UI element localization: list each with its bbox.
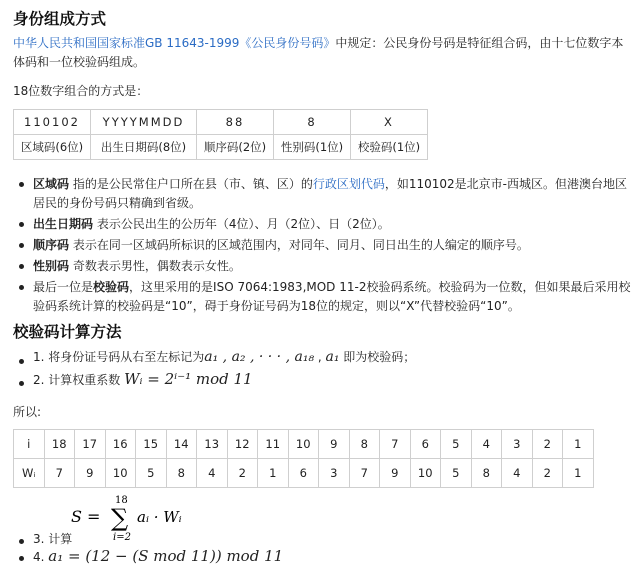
table-cell: 1 — [563, 459, 594, 488]
table-cell: 17 — [75, 430, 106, 459]
desc: 奇数表示男性，偶数表示女性。 — [69, 259, 241, 273]
desc: 表示在同一区域码所标识的区域范围内，对同年、同月、同日出生的人编定的顺序号。 — [69, 238, 529, 252]
table-cell: 2 — [227, 459, 258, 488]
table-cell: 1 — [258, 459, 289, 488]
weights-table — [13, 429, 594, 488]
table-cell: 16 — [105, 430, 136, 459]
intro-text: 中规定：公民身份号码是特征组合码，由十七位数字本体码和一位校验码组成。 — [13, 36, 624, 69]
term: 校验码 — [93, 280, 130, 294]
table-cell: 2 — [532, 430, 563, 459]
table-cell: 5 — [136, 459, 167, 488]
label-cell: 出生日期码(8位) — [91, 135, 197, 160]
table-cell: 8 — [349, 430, 380, 459]
weight-row — [14, 459, 594, 488]
table-cell: 18 — [44, 430, 75, 459]
desc: ，如110102是北京市-西城区。但港澳台地区居民的身份号码只精确到省级。 — [33, 177, 627, 210]
table-cell: 9 — [319, 430, 350, 459]
code-cell: 110102 — [14, 110, 91, 135]
table-cell: 10 — [288, 430, 319, 459]
sum-lower: i=2 — [113, 532, 131, 543]
step-text: 2. 计算权重系数 — [33, 373, 125, 387]
format-caption: 18位数字组合的方式是： — [13, 84, 149, 98]
table-cell: 8 — [166, 459, 197, 488]
step-text: 3. 计算 — [33, 532, 73, 546]
intro-paragraph — [13, 34, 629, 72]
math-expression: Wᵢ = 2ⁱ⁻¹ mod 11 — [124, 370, 253, 388]
table-cell: 13 — [197, 430, 228, 459]
code-cell: X — [351, 110, 428, 135]
math-expression: a₁ , a₂ , · · · , a₁₈ — [204, 349, 315, 365]
table-cell: 5 — [441, 459, 472, 488]
sum-upper: 18 — [115, 495, 128, 506]
step-text: 4. — [33, 550, 49, 564]
desc: 表示公民出生的公历年（4位）、月（2位）、日（2位）。 — [93, 217, 390, 231]
table-cell: 14 — [166, 430, 197, 459]
step-text: 即为校验码； — [339, 350, 416, 364]
list-item — [13, 236, 633, 255]
list-item — [13, 278, 633, 316]
table-cell: 12 — [227, 430, 258, 459]
section-title-checksum: 校验码计算方法 — [13, 323, 122, 341]
term: 区域码 — [33, 177, 70, 191]
table-cell: 11 — [258, 430, 289, 459]
list-item — [13, 215, 633, 234]
table-cell: 15 — [136, 430, 167, 459]
table-cell: 3 — [319, 459, 350, 488]
format-code-row — [14, 110, 428, 135]
table-cell: 7 — [44, 459, 75, 488]
formula-lhs: S = — [71, 507, 101, 526]
table-cell: 6 — [288, 459, 319, 488]
table-cell: 8 — [471, 459, 502, 488]
table-cell: 9 — [380, 459, 411, 488]
desc: ，这里采用的是ISO 7064:1983,MOD 11-2校验码系统。校验码为一位数，但如果最后采用校验码系统计算的校验码是“10”，碍于身份证号码为18位的规定，则以“X”代替校验码“10”。 — [33, 280, 631, 313]
table-cell: Wᵢ — [14, 459, 45, 488]
desc: 指的是公民常住户口所在县（市、镇、区）的 — [69, 177, 313, 191]
format-label-row — [14, 135, 428, 160]
code-cell: YYYYMMDD — [91, 110, 197, 135]
table-cell: 7 — [349, 459, 380, 488]
math-expression: a₁ = (12 − (S mod 11)) mod 11 — [48, 547, 284, 565]
table-cell: 10 — [105, 459, 136, 488]
table-cell: 9 — [75, 459, 106, 488]
table-cell: 1 — [563, 430, 594, 459]
table-cell: 4 — [197, 459, 228, 488]
term: 顺序码 — [33, 238, 70, 252]
table-cell: 10 — [410, 459, 441, 488]
list-item: 1. 将身份证号码从右至左标记为a₁ , a₂ , · · · , a₁₈ , a₁ 即为校验码； — [13, 346, 415, 368]
list-item — [13, 175, 633, 213]
steps-list — [13, 346, 415, 390]
table-cell: 3 — [502, 430, 533, 459]
list-item — [13, 530, 72, 547]
label-cell: 顺序码(2位) — [197, 135, 274, 160]
term: 性别码 — [33, 259, 70, 273]
term: 出生日期码 — [33, 217, 94, 231]
list-item — [13, 547, 283, 565]
label-cell: 区域码(6位) — [14, 135, 91, 160]
table-cell: 5 — [441, 430, 472, 459]
list-item — [13, 257, 633, 276]
table-cell: i — [14, 430, 45, 459]
list-item — [13, 368, 415, 390]
label-cell: 性别码(1位) — [274, 135, 351, 160]
table-cell: 2 — [532, 459, 563, 488]
gb-standard-link[interactable]: 中华人民共和国国家标准GB 11643-1999《公民身份号码》 — [13, 36, 336, 50]
code-cell: 8 — [274, 110, 351, 135]
so-label: 所以: — [13, 405, 42, 419]
table-cell: 6 — [410, 430, 441, 459]
table-cell: 7 — [380, 430, 411, 459]
table-cell: 4 — [471, 430, 502, 459]
format-table — [13, 109, 428, 160]
sum-formula — [71, 492, 211, 544]
math-expression: a₁ — [325, 349, 340, 365]
sum-body: aᵢ · Wᵢ — [137, 508, 182, 526]
table-cell: 4 — [502, 459, 533, 488]
desc: 最后一位是 — [33, 280, 94, 294]
step-text: 1. 将身份证号码从右至左标记为 — [33, 350, 205, 364]
code-cell: 88 — [197, 110, 274, 135]
field-description-list — [13, 175, 633, 318]
sigma-symbol: ∑ — [111, 504, 129, 532]
index-row — [14, 430, 594, 459]
section-title-composition: 身份组成方式 — [13, 10, 107, 28]
label-cell: 校验码(1位) — [351, 135, 428, 160]
admin-division-link[interactable]: 行政区划代码 — [312, 177, 385, 191]
